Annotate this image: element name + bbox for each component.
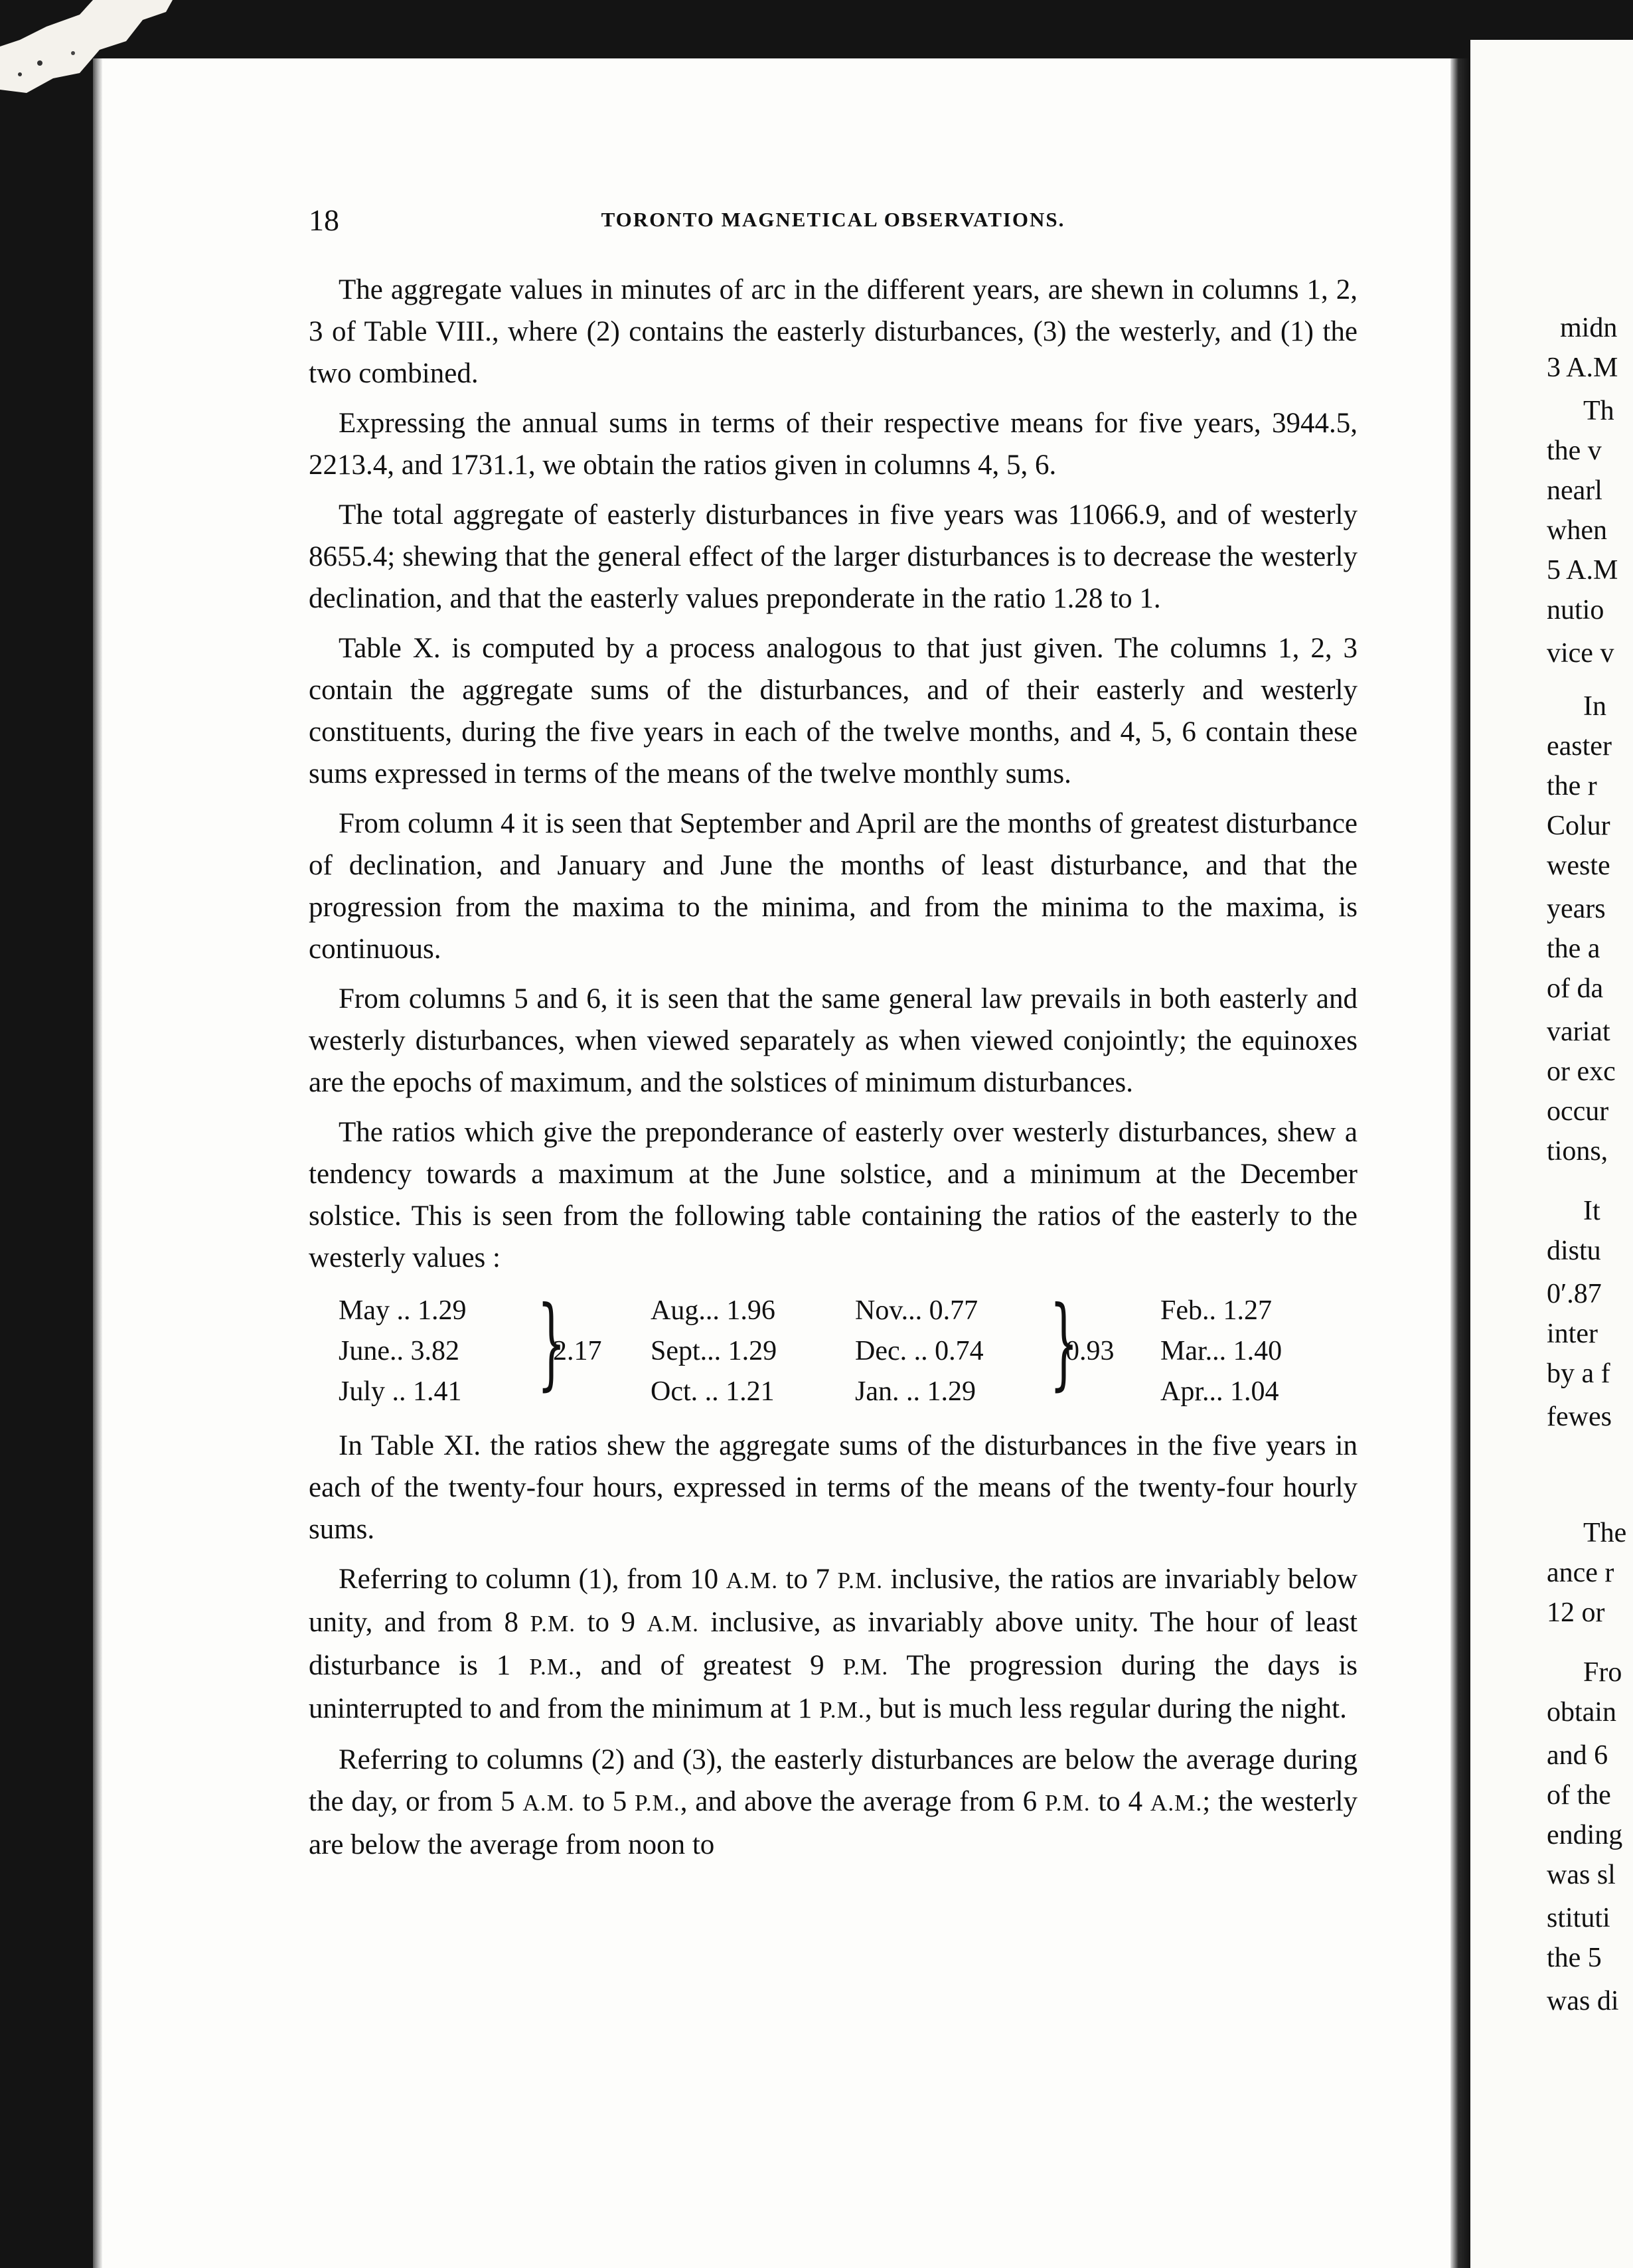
right-brace-icon: } [1050,1285,1079,1401]
right-brace-icon: } [537,1285,566,1401]
facing-page-fragment: occur [1547,1096,1609,1127]
facing-page-fragment: 3 A.M [1547,353,1618,383]
ratio-group-total: 0.93 [1065,1336,1115,1366]
facing-page-fragment: of the [1547,1780,1611,1811]
ratio-row: Aug... 1.96 [651,1295,775,1326]
facing-page-fragment: ending [1547,1820,1623,1850]
facing-page-fragment: fewes [1547,1402,1612,1432]
paragraph: Expressing the annual sums in terms of their respective means for five years, 3944.5, 2213.4, and 1731.1, we obtain the ratios given in columns 4, 5, 6. [309,408,1358,481]
ratio-row: Mar... 1.40 [1160,1336,1283,1366]
facing-page-fragment: obtain [1547,1697,1616,1728]
ratio-group-autumn [651,1291,777,1412]
ratio-row: Sept... 1.29 [651,1336,777,1366]
facing-page-fragment: was sl [1547,1860,1616,1890]
facing-page-fragment: Th [1583,396,1614,426]
facing-page-fragment: years [1547,894,1606,924]
ratio-row: Apr... 1.04 [1160,1376,1279,1407]
ratio-row: Nov... 0.77 [855,1295,978,1326]
facing-page-fragment: distu [1547,1236,1601,1266]
ratio-row: Jan. .. 1.29 [855,1376,976,1407]
torn-corner-graphic [0,0,173,93]
facing-page-fragment: the r [1547,771,1597,801]
paragraph: In Table XI. the ratios shew the aggregate sums of the disturbances in the five years in each of the twenty-four hours, expressed in terms of the means of the twenty-four hourly sums. [309,1430,1358,1545]
paragraph: The ratios which give the preponderance of easterly over westerly disturbances, shew a tendency towards a maximum at the June solstice, and a minimum at the December solstice. This is seen from the following table containing the ratios of the easterly to the westerly values : [309,1117,1358,1273]
facing-page-fragment: of da [1547,973,1604,1004]
facing-page-fragment: 0′.87 [1547,1279,1602,1309]
ratio-row: June.. 3.82 [339,1336,459,1366]
facing-page-fragment: In [1583,691,1606,722]
ratio-table [309,1287,1358,1419]
page-header [309,202,1358,242]
facing-page-fragment: the v [1547,436,1602,466]
facing-page-fragment: 12 or [1547,1597,1605,1628]
ratio-row: Dec. .. 0.74 [855,1336,984,1366]
facing-page-fragment: vice v [1547,638,1614,669]
facing-page-fragment: by a f [1547,1358,1610,1389]
running-head: TORONTO MAGNETICAL OBSERVATIONS. [601,208,1065,231]
facing-page-fragment: midn [1560,313,1618,343]
facing-page-fragment: nutio [1547,595,1604,625]
facing-page-fragment: variat [1547,1016,1610,1047]
facing-page-fragment: It [1583,1196,1600,1226]
facing-page-fragment: or exc [1547,1056,1616,1087]
paragraph: Table X. is computed by a process analogous to that just given. The columns 1, 2, 3 contain the aggregate sums of the disturbances, and of their easterly and westerly constituents, during the five years in each of the twelve months, and 4, 5, 6 contain these sums expressed in terms of the means of the twelve monthly sums. [309,633,1358,789]
ratio-row: Oct. .. 1.21 [651,1376,775,1407]
page-left-edge-shadow [93,58,102,2268]
facing-page-fragment: The [1583,1518,1627,1548]
ratio-row: May .. 1.29 [339,1295,467,1326]
book-gutter [1450,58,1470,2268]
facing-page-fragment: Fro [1583,1657,1622,1688]
paragraph: The total aggregate of easterly disturbances in five years was 11066.9, and of westerly 8655.4; shewing that the general effect of the larger disturbances is to decrease the westerly declination, and that the easterly values preponderate in the ratio 1.28 to 1. [309,499,1358,614]
facing-page-fragment: 5 A.M [1547,555,1618,586]
facing-page-fragment: nearl [1547,475,1602,506]
facing-page-fragment: was di [1547,1986,1619,2016]
ratio-row: Feb.. 1.27 [1160,1295,1272,1326]
paragraph: Referring to column (1), from 10 A.M. to 7 P.M. inclusive, the ratios are invariably below unity, and from 8 P.M. to 9 A.M. inclusive, as invariably above unity. The hour of least disturbance is 1 P.M., and of greatest 9 P.M. The progression during the days is uninterrupted to and from the minimum at 1 P.M., but is much less regular during the night. [309,1564,1358,1724]
ratio-group-winter [855,1291,984,1412]
ratio-group-total: 2.17 [553,1336,602,1366]
facing-page-fragment: Colur [1547,811,1610,841]
facing-page-fragment: ance r [1547,1558,1614,1588]
facing-page-fragment: inter [1547,1319,1598,1349]
facing-page-fragment: the a [1547,933,1600,964]
paragraph: Referring to columns (2) and (3), the easterly disturbances are below the average during the day, or from 5 A.M. to 5 P.M., and above the average from 6 P.M. to 4 A.M.; the westerly are below the average from noon to [309,1744,1358,1860]
body-text [309,269,1358,1874]
ratio-row: July .. 1.41 [339,1376,462,1407]
facing-page-fragment: the 5 [1547,1943,1602,1973]
paragraph: The aggregate values in minutes of arc in the different years, are shewn in columns 1, 2, 3 of Table VIII., where (2) contains the easterly disturbances, (3) the westerly, and (1) the two combined. [309,274,1358,389]
facing-page-fragment: when [1547,515,1607,546]
facing-page-fragment: tions, [1547,1136,1608,1167]
facing-page-fragment: and 6 [1547,1740,1608,1771]
page-number: 18 [309,203,339,237]
ratio-group-summer [339,1291,467,1412]
facing-page-fragment: weste [1547,850,1610,881]
facing-page-fragment: easter [1547,731,1612,762]
ratio-group-spring [1160,1291,1282,1412]
paragraph: From column 4 it is seen that September and April are the months of greatest disturbance of declination, and January and June the months of least disturbance, and that the progression from the maxima to the minima, and from the minima to the maxima, is continuous. [309,808,1358,965]
facing-page-fragment: stituti [1547,1903,1610,1933]
paragraph: From columns 5 and 6, it is seen that the same general law prevails in both easterly and westerly disturbances, when viewed separately as when viewed conjointly; the equinoxes are the epochs of maximum, and the solstices of minimum disturbances. [309,983,1358,1098]
